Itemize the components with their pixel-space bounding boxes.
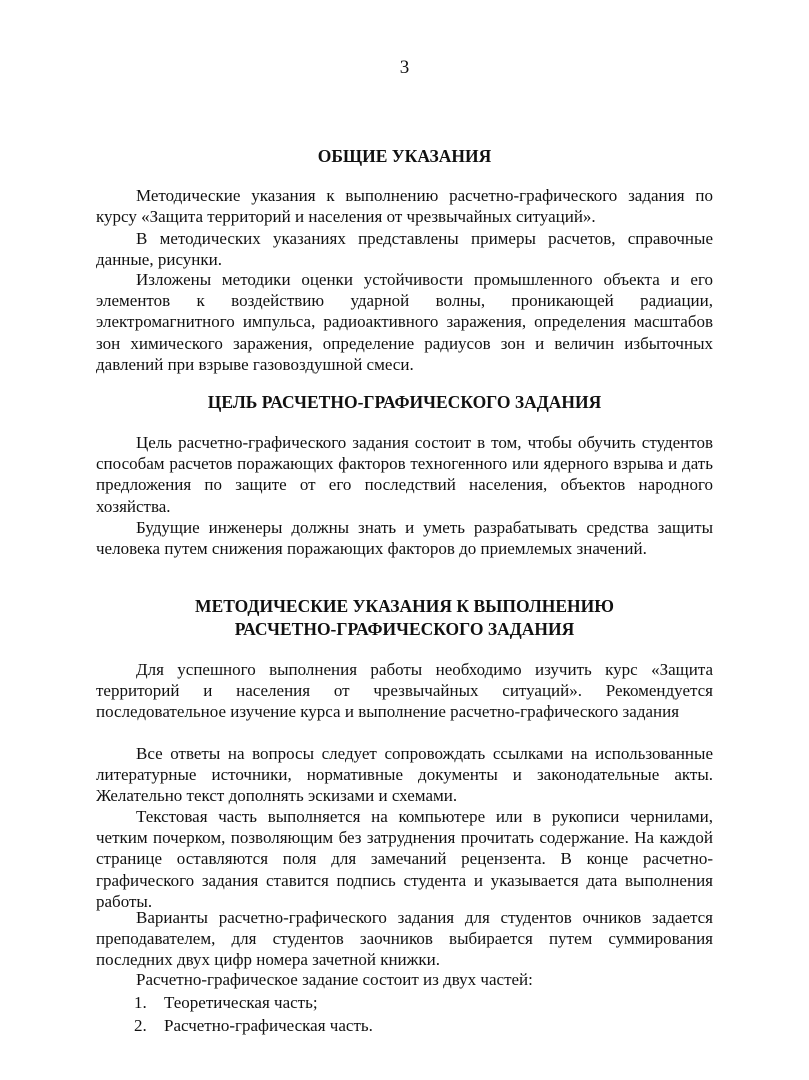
list-number: 1. xyxy=(134,993,147,1012)
list-text: Расчетно-графическая часть. xyxy=(164,1016,373,1035)
heading-line: РАСЧЕТНО-ГРАФИЧЕСКОГО ЗАДАНИЯ xyxy=(234,619,575,639)
section-heading-method xyxy=(96,595,713,641)
list-number: 2. xyxy=(134,1016,147,1035)
paragraph: Цель расчетно-графического задания состоит в том, чтобы обучить студентов способам расчетов поражающих факторов техногенного или ядерного взрыва и дать предложения по защите от его последствий населения, объектов народного хозяйства. xyxy=(96,433,713,516)
paragraph: Варианты расчетно-графического задания для студентов очников задается преподавателем, для студентов заочников выбирается путем суммирования последних двух цифр номера зачетной книжки. xyxy=(96,908,713,970)
paragraph: Для успешного выполнения работы необходимо изучить курс «Защита территорий и населения от чрезвычайных ситуаций». Рекомендуется последовательное изучение курса и выполнение расчетно-графического задания xyxy=(96,660,713,722)
paragraph: Будущие инженеры должны знать и уметь разрабатывать средства защиты человека путем снижения поражающих факторов до приемлемых значений. xyxy=(96,518,713,559)
heading-line: ЦЕЛЬ РАСЧЕТНО-ГРАФИЧЕСКОГО ЗАДАНИЯ xyxy=(207,392,602,412)
list-item xyxy=(134,991,373,1014)
page-number: 3 xyxy=(399,57,410,78)
paragraph: Изложены методики оценки устойчивости промышленного объекта и его элементов к воздействию ударной волны, проникающей радиации, электромагнитного импульса, радиоактивного заражения, определения масштабов зон химического заражения, определение радиусов зон и величин избыточных давлений при взрыве газовоздушной смеси. xyxy=(96,270,713,374)
paragraph: Все ответы на вопросы следует сопровождать ссылками на использованные литературные источники, нормативные документы и законодательные акты. Желательно текст дополнять эскизами и схемами. xyxy=(96,744,713,806)
paragraph: Расчетно-графическое задание состоит из двух частей: xyxy=(136,970,533,989)
paragraph: Методические указания к выполнению расчетно-графического задания по курсу «Защита территорий и населения от чрезвычайных ситуаций». xyxy=(96,186,713,227)
parts-list xyxy=(134,991,373,1037)
paragraph: Текстовая часть выполняется на компьютере или в рукописи чернилами, четким почерком, позволяющим без затруднения прочитать содержание. На каждой странице оставляются поля для замечаний рецензента. В конце расчетно-графического задания ставится подпись студента и указывается дата выполнения работы. xyxy=(96,807,713,911)
list-text: Теоретическая часть; xyxy=(164,993,318,1012)
list-item xyxy=(134,1014,373,1037)
section-heading-general xyxy=(96,145,713,168)
heading-line: МЕТОДИЧЕСКИЕ УКАЗАНИЯ К ВЫПОЛНЕНИЮ xyxy=(195,596,614,616)
paragraph: В методических указаниях представлены примеры расчетов, справочные данные, рисунки. xyxy=(96,229,713,270)
section-heading-goal xyxy=(96,391,713,414)
heading-line: ОБЩИЕ УКАЗАНИЯ xyxy=(317,146,492,166)
